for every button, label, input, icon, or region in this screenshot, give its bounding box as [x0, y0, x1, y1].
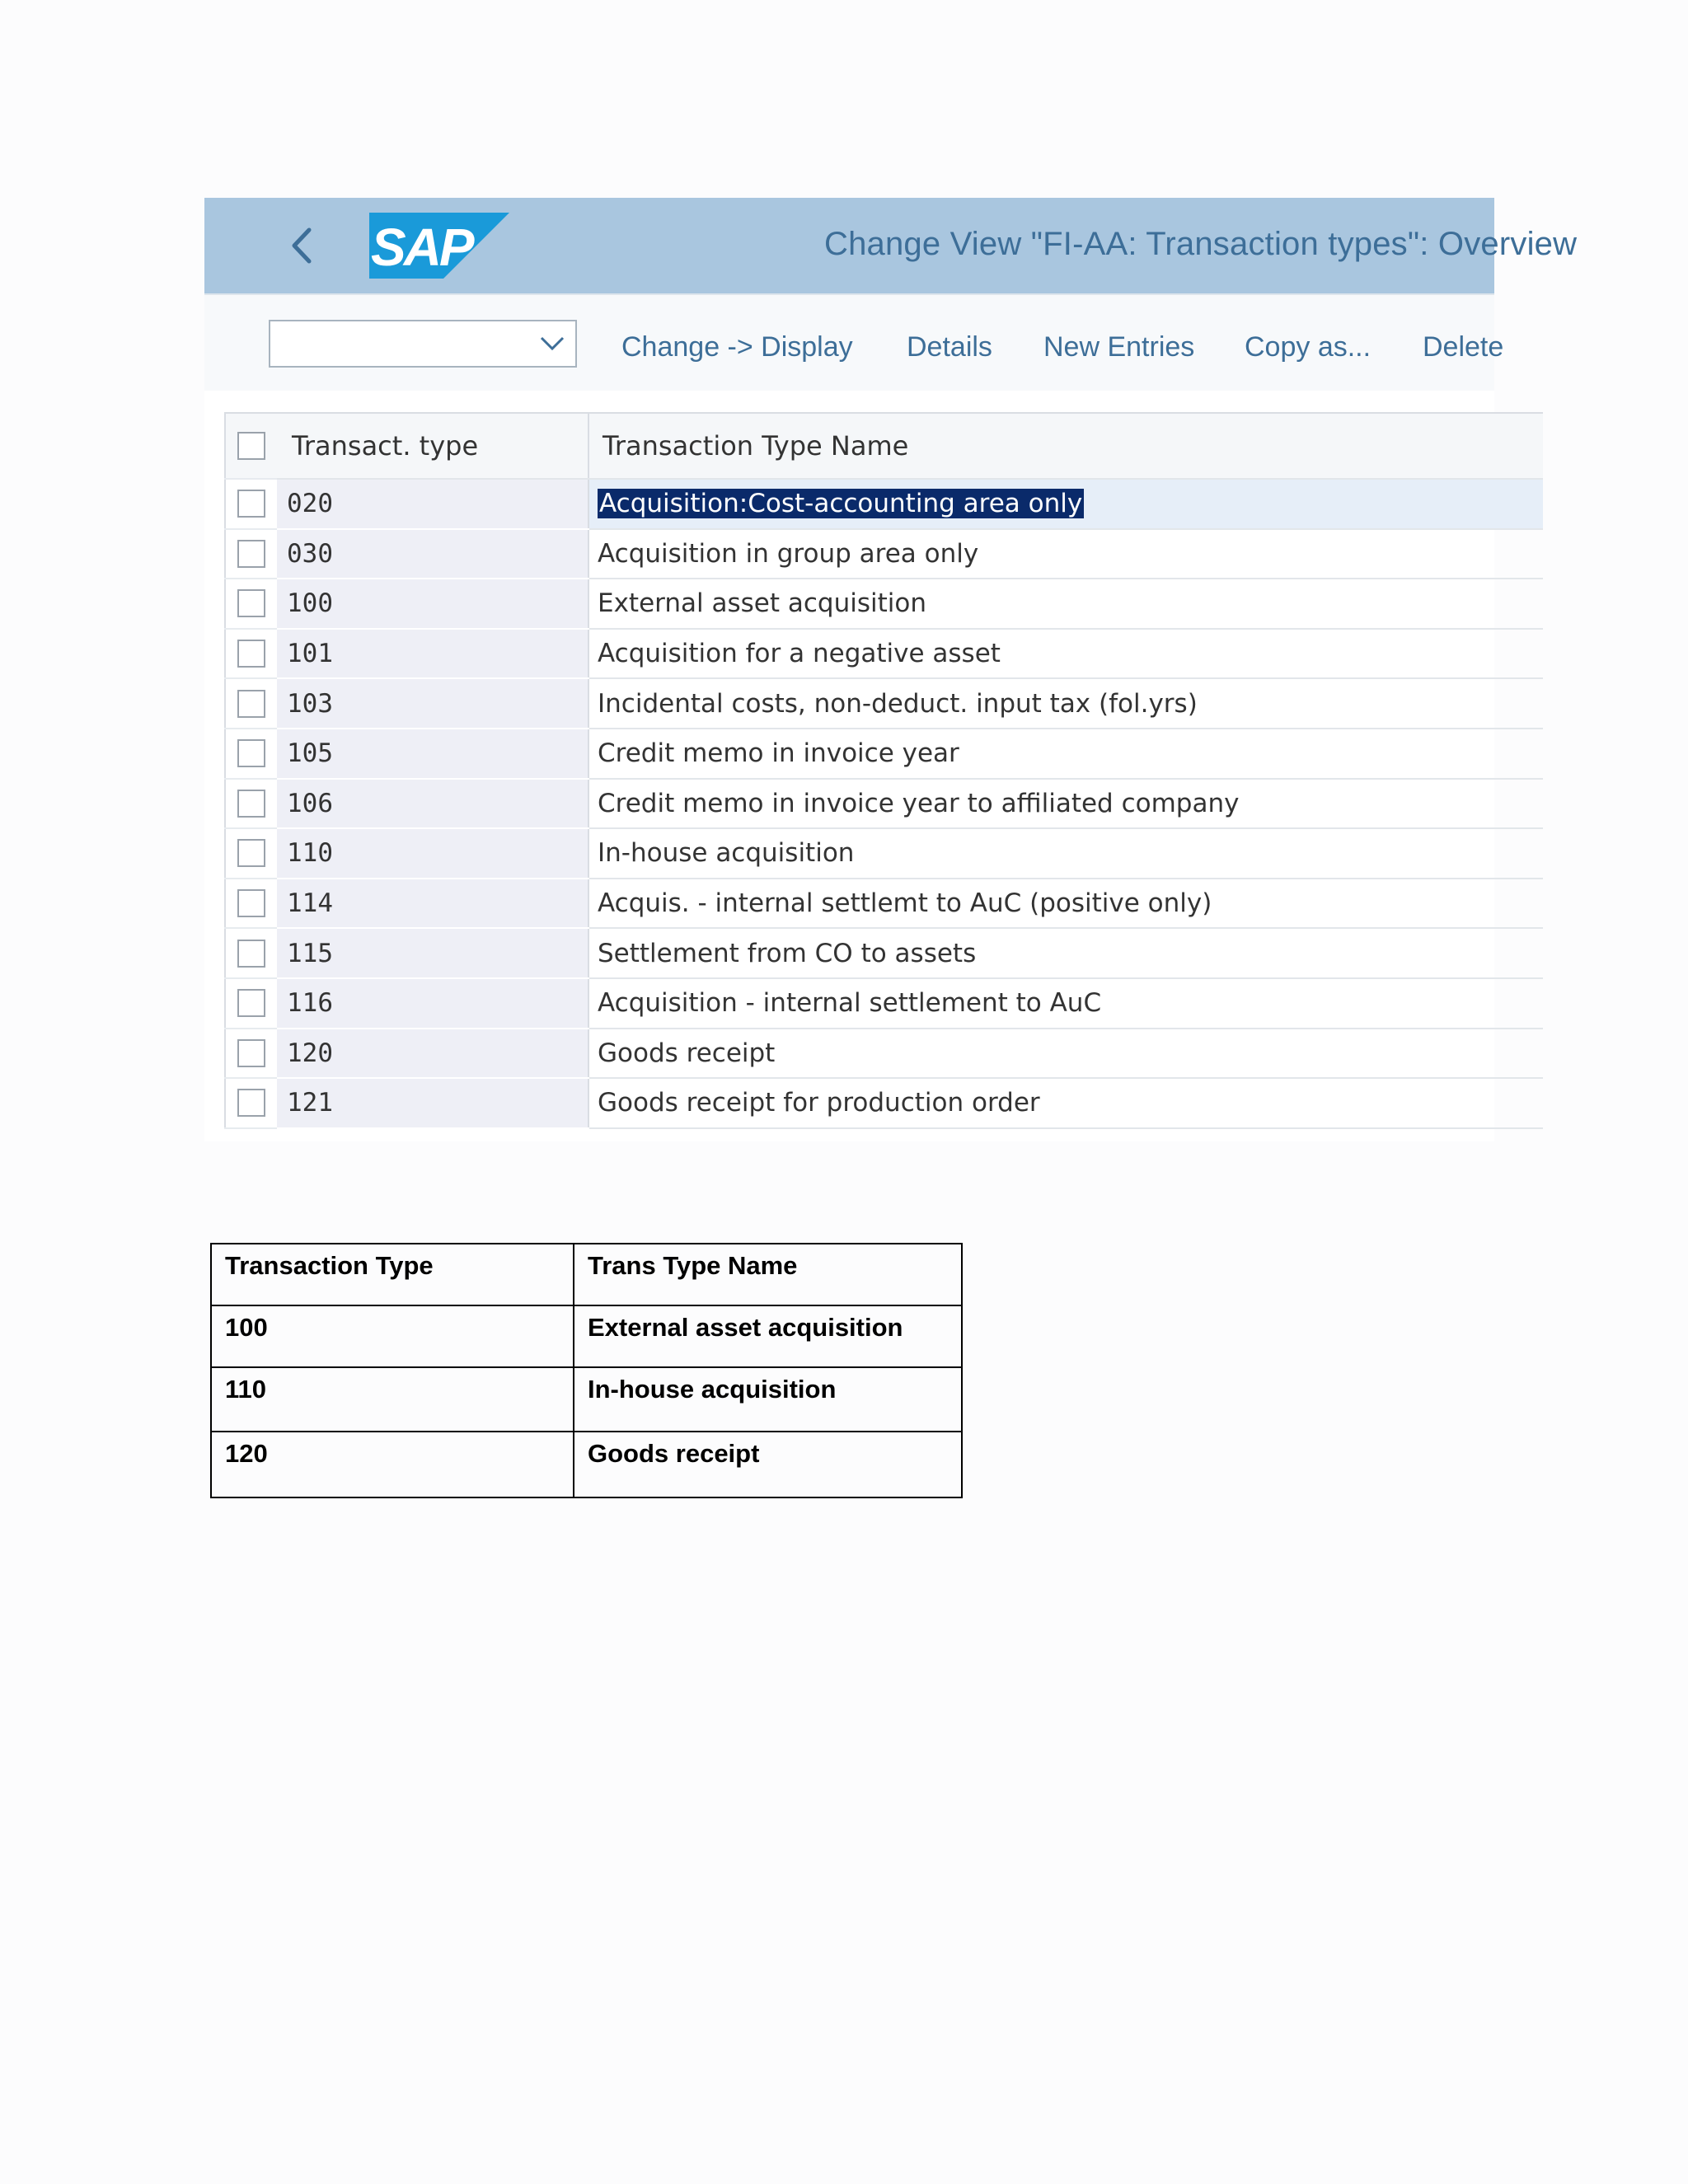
sap-logo — [369, 213, 509, 279]
transaction-type-name-cell[interactable]: Goods receipt for production order — [588, 1078, 1543, 1128]
transaction-type-cell[interactable]: 030 — [277, 529, 588, 579]
summary-type-cell: 100 — [211, 1305, 574, 1367]
transaction-type-cell[interactable]: 100 — [277, 579, 588, 629]
transaction-type-cell[interactable]: 114 — [277, 879, 588, 929]
summary-name-cell: External asset acquisition — [574, 1305, 962, 1367]
transaction-type-name-cell[interactable]: Incidental costs, non-deduct. input tax (fol.yrs) — [588, 678, 1543, 729]
transaction-type-cell[interactable]: 116 — [277, 978, 588, 1029]
table-header-row — [225, 413, 1543, 479]
summary-name-cell: Goods receipt — [574, 1432, 962, 1497]
row-checkbox[interactable] — [237, 989, 265, 1017]
select-all-checkbox[interactable] — [237, 432, 265, 460]
table-row[interactable] — [225, 579, 1543, 629]
chevron-down-icon — [539, 335, 565, 353]
table-area — [204, 391, 1494, 1141]
change-display-button[interactable]: Change -> Display — [621, 331, 853, 363]
transaction-type-name-cell[interactable]: Credit memo in invoice year to affiliated company — [588, 779, 1543, 829]
transaction-type-cell[interactable]: 106 — [277, 779, 588, 829]
row-checkbox[interactable] — [237, 589, 265, 617]
select-all-cell — [225, 413, 277, 479]
table-row[interactable] — [225, 629, 1543, 679]
summary-name-cell: In-house acquisition — [574, 1367, 962, 1432]
details-button[interactable]: Details — [907, 331, 992, 363]
row-checkbox[interactable] — [237, 1039, 265, 1067]
row-checkbox[interactable] — [237, 839, 265, 867]
row-checkbox[interactable] — [237, 640, 265, 668]
summary-row — [211, 1305, 962, 1367]
transaction-types-table — [224, 412, 1543, 1129]
summary-row — [211, 1367, 962, 1432]
chevron-left-icon — [289, 227, 314, 265]
back-button[interactable] — [280, 223, 323, 269]
transaction-type-cell[interactable]: 105 — [277, 729, 588, 779]
toolbar — [204, 293, 1504, 392]
row-checkbox[interactable] — [237, 739, 265, 767]
transaction-type-cell[interactable]: 020 — [277, 479, 588, 529]
row-checkbox[interactable] — [237, 540, 265, 568]
summary-table — [210, 1243, 963, 1498]
table-row[interactable] — [225, 529, 1543, 579]
transaction-type-name-cell[interactable] — [588, 479, 1543, 529]
transaction-type-cell[interactable]: 110 — [277, 828, 588, 879]
sap-logo-text: SAP — [371, 218, 472, 277]
transaction-type-name-cell[interactable]: External asset acquisition — [588, 579, 1543, 629]
table-row[interactable] — [225, 479, 1543, 529]
row-checkbox[interactable] — [237, 690, 265, 718]
table-row[interactable] — [225, 1029, 1543, 1079]
window-title: Change View "FI-AA: Transaction types": Overview — [824, 226, 1578, 262]
summary-type-cell: 120 — [211, 1432, 574, 1497]
summary-type-cell: 110 — [211, 1367, 574, 1432]
table-row[interactable] — [225, 828, 1543, 879]
column-header-transact-type[interactable]: Transact. type — [277, 413, 588, 479]
transaction-type-cell[interactable]: 101 — [277, 629, 588, 679]
variant-select[interactable] — [269, 320, 577, 368]
transaction-type-name-cell[interactable]: In-house acquisition — [588, 828, 1543, 879]
summary-row — [211, 1432, 962, 1497]
transaction-type-name-cell[interactable]: Settlement from CO to assets — [588, 928, 1543, 978]
transaction-type-name-cell[interactable]: Credit memo in invoice year — [588, 729, 1543, 779]
new-entries-button[interactable]: New Entries — [1043, 331, 1195, 363]
summary-header-trans-type-name: Trans Type Name — [574, 1244, 962, 1305]
table-row[interactable] — [225, 779, 1543, 829]
table-row[interactable] — [225, 729, 1543, 779]
transaction-type-name-cell[interactable]: Goods receipt — [588, 1029, 1543, 1079]
row-checkbox[interactable] — [237, 1089, 265, 1117]
row-checkbox[interactable] — [237, 490, 265, 518]
copy-as-button[interactable]: Copy as... — [1245, 331, 1372, 363]
table-row[interactable] — [225, 1078, 1543, 1128]
delete-button[interactable]: Delete — [1423, 331, 1504, 363]
row-checkbox[interactable] — [237, 790, 265, 818]
row-checkbox[interactable] — [237, 940, 265, 968]
table-row[interactable] — [225, 978, 1543, 1029]
transaction-type-name-cell[interactable]: Acquisition for a negative asset — [588, 629, 1543, 679]
transaction-type-name-cell[interactable]: Acquisition - internal settlement to AuC — [588, 978, 1543, 1029]
table-row[interactable] — [225, 879, 1543, 929]
summary-header-row — [211, 1244, 962, 1305]
transaction-type-name-cell[interactable]: Acquisition in group area only — [588, 529, 1543, 579]
sap-window — [204, 198, 1578, 1141]
column-header-transaction-type-name[interactable]: Transaction Type Name — [588, 413, 1543, 479]
selected-text: Acquisition:Cost-accounting area only — [599, 489, 1083, 519]
row-checkbox[interactable] — [237, 889, 265, 917]
transaction-type-cell[interactable]: 115 — [277, 928, 588, 978]
table-row[interactable] — [225, 928, 1543, 978]
transaction-type-name-cell[interactable]: Acquis. - internal settlemt to AuC (positive only) — [588, 879, 1543, 929]
table-row[interactable] — [225, 678, 1543, 729]
transaction-type-cell[interactable]: 103 — [277, 678, 588, 729]
transaction-type-cell[interactable]: 120 — [277, 1029, 588, 1079]
summary-header-transaction-type: Transaction Type — [211, 1244, 574, 1305]
shell-bar — [204, 198, 1578, 293]
transaction-type-cell[interactable]: 121 — [277, 1078, 588, 1128]
